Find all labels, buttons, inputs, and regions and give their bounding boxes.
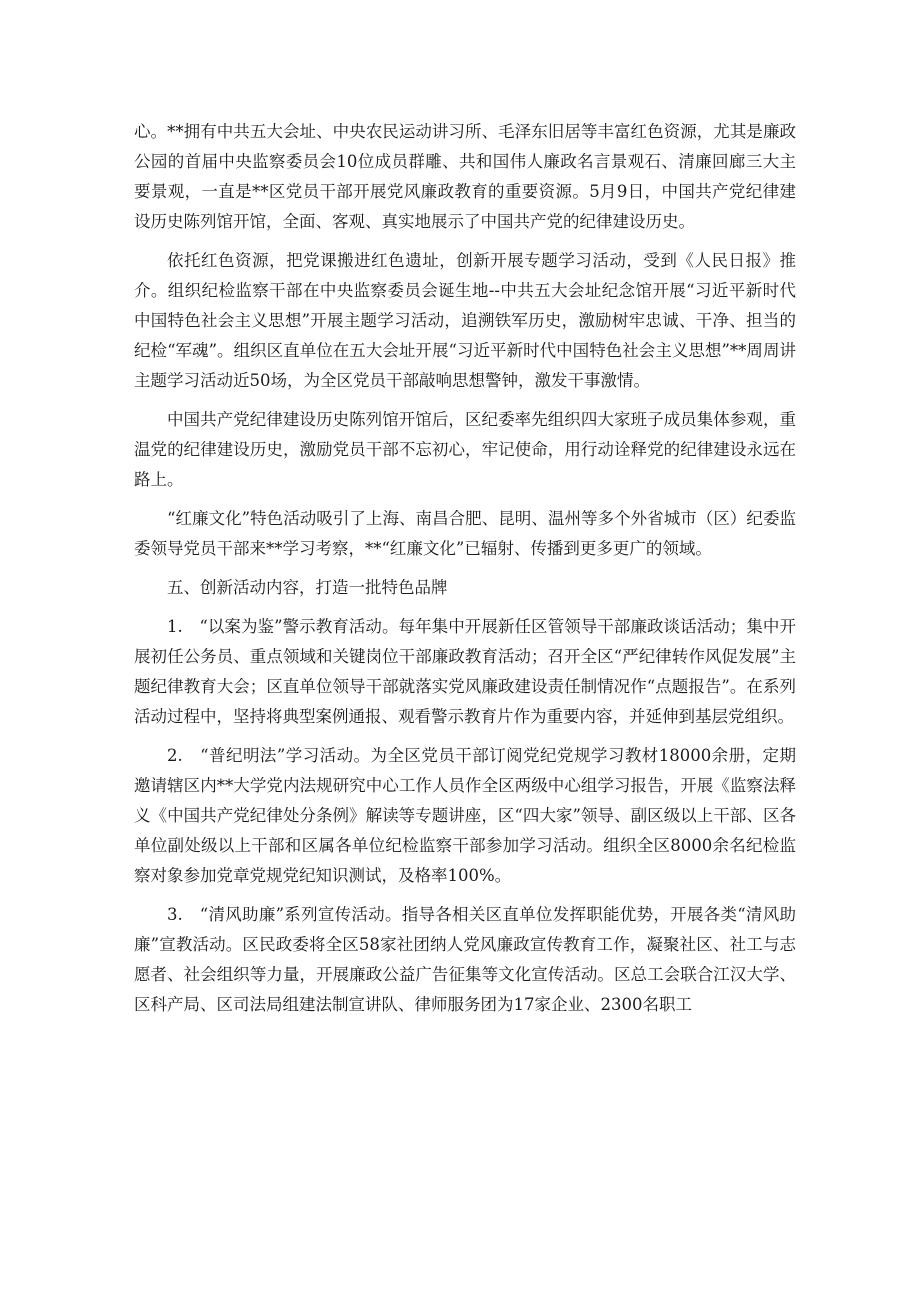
paragraph-item-1-warning-education: 1. “以案为鉴”警示教育活动。每年集中开展新任区管领导干部廉政谈话活动；集中开展初任公务员、重点领域和关键岗位干部廉政教育活动；召开全区“严纪律转作风促发展”主题纪律教育大会；区直单位领导干部就落实党风廉政建设责任制情况作“点题报告”。在系列活动过程中，坚持将典型案例通报、观看警示教育片作为重要内容，并延伸到基层党组织。 bbox=[134, 617, 796, 726]
paragraph-exhibition-visit: 中国共产党纪律建设历史陈列馆开馆后，区纪委率先组织四大家班子成员集体参观，重温党的纪律建设历史，激励党员干部不忘初心，牢记使命，用行动诠释党的纪律建设永远在路上。 bbox=[134, 410, 796, 489]
paragraph-red-resources-intro: 心。**拥有中共五大会址、中央农民运动讲习所、毛泽东旧居等丰富红色资源，尤其是廉政公园的首届中央监察委员会10位成员群雕、共和国伟人廉政名言景观石、清廉回廊三大主要景观，一直是**区党员干部开展党风廉政教育的重要资源。5月9日，中国共产党纪律建设历史陈列馆开馆，全面、客观、真实地展示了中国共产党的纪律建设历史。 bbox=[134, 122, 796, 231]
document-body bbox=[134, 117, 796, 1029]
section-heading-five: 五、创新活动内容，打造一批特色品牌 bbox=[167, 578, 448, 597]
paragraph-item-2-law-study: 2. “普纪明法”学习活动。为全区党员干部订阅党纪党规学习教材18000余册，定期邀请辖区内**大学党内法规研究中心工作人员作全区两级中心组学习报告，开展《监察法释义《中国共产党纪律处分条例》解读等专题讲座，区“四大家”领导、副区级以上干部、区各单位副处级以上干部和区属各单位纪检监察干部参加学习活动。组织全区8000余名纪检监察对象参加党章党规党纪知识测试，及格率100%。 bbox=[134, 746, 796, 885]
paragraph-red-integrity-culture: “红廉文化”特色活动吸引了上海、南昌合肥、昆明、温州等多个外省城市（区）纪委监委领导党员干部来**学习考察，**“红廉文化”已辐射、传播到更多更广的领域。 bbox=[134, 509, 796, 558]
paragraph-item-3-clean-wind: 3. “清风助廉”系列宣传活动。指导各相关区直单位发挥职能优势，开展各类“清风助廉”宣教活动。区民政委将全区58家社团纳人党风廉政宣传教育工作，凝聚社区、社工与志愿者、社会组织等力量，开展廉政公益广告征集等文化宣传活动。区总工会联合江汉大学、区科产局、区司法局组建法制宣讲队、律师服务团为17家企业、2300名职工 bbox=[134, 905, 796, 1014]
paragraph-party-lessons: 依托红色资源，把党课搬进红色遗址，创新开展专题学习活动，受到《人民日报》推介。组织纪检监察干部在中央监察委员会诞生地--中共五大会址纪念馆开展“习近平新时代中国特色社会主义思想”开展主题学习活动，追溯铁军历史，激励树牢忠诚、干净、担当的纪检“军魂”。组织区直单位在五大会址开展“习近平新时代中国特色社会主义思想”**周周讲主题学习活动近50场，为全区党员干部敲响思想警钟，激发干事激情。 bbox=[134, 251, 796, 390]
